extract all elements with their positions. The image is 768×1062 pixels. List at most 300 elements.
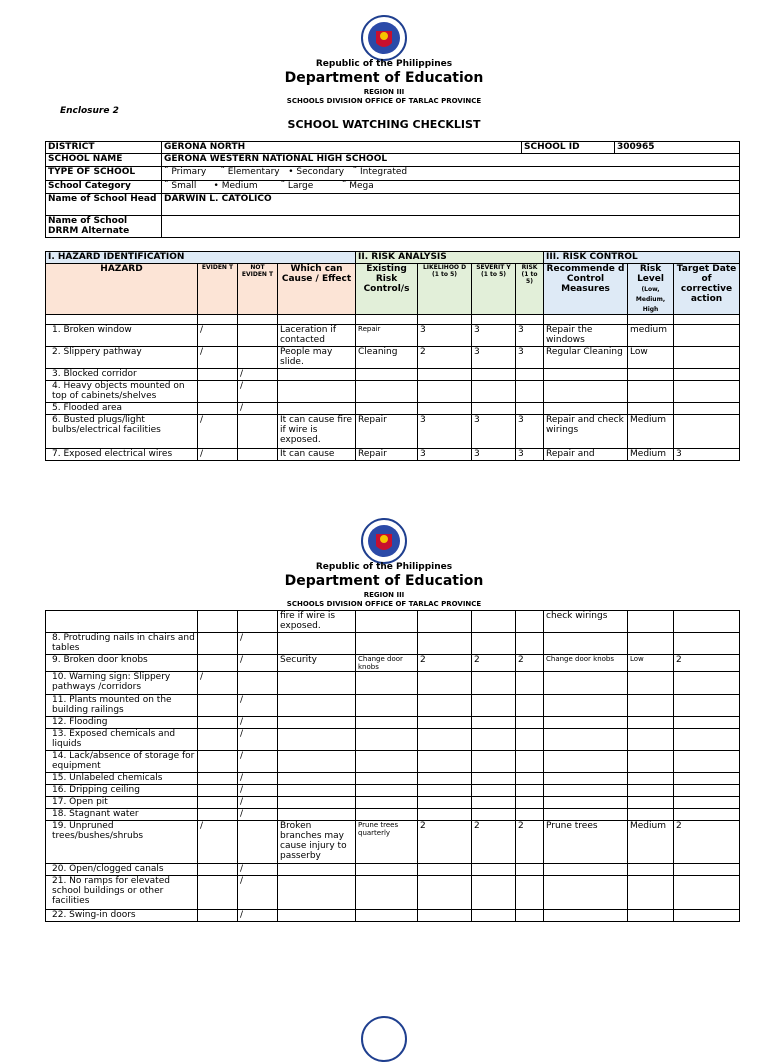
evident-cell: /: [198, 325, 238, 347]
table-row: [46, 864, 740, 876]
target-date-cell: 2: [674, 821, 740, 864]
region-label: REGION III: [363, 591, 405, 599]
table-row: [46, 449, 740, 461]
risk-level-cell: [628, 381, 674, 403]
severity-cell: [472, 369, 516, 381]
evident-cell: [198, 910, 238, 922]
table-row: [46, 325, 740, 347]
likelihood-cell: 3: [418, 325, 472, 347]
target-date-cell: [674, 633, 740, 655]
hazard-cell: 22. Swing-in doors: [46, 910, 198, 922]
existing-control-cell: [356, 876, 418, 910]
cause-effect-cell: [278, 717, 356, 729]
republic-label: Republic of the Philippines: [315, 562, 453, 572]
cause-effect-continued: fire if wire is exposed.: [278, 611, 356, 633]
existing-control-cell: Repair: [356, 325, 418, 347]
section-risk-control: III. RISK CONTROL: [544, 252, 740, 264]
existing-control-cell: [356, 910, 418, 922]
target-date-cell: [674, 672, 740, 695]
department-title: Department of Education: [284, 573, 484, 589]
school-id-label: SCHOOL ID: [522, 142, 615, 154]
hazard-table-page2: [45, 610, 740, 922]
col-severity: SEVERIT Y (1 to 5): [472, 264, 516, 315]
not-evident-cell: /: [238, 809, 278, 821]
deped-seal-icon: [361, 518, 407, 564]
target-date-cell: [674, 403, 740, 415]
not-evident-cell: /: [238, 864, 278, 876]
risk-level-cell: [628, 672, 674, 695]
recommended-measure-cell: [544, 369, 628, 381]
recommended-measure-cell: Repair the windows: [544, 325, 628, 347]
district-label: DISTRICT: [46, 142, 162, 154]
existing-control-cell: Change door knobs: [356, 655, 418, 672]
cause-effect-cell: It can cause fire if wire is exposed.: [278, 415, 356, 449]
col-not-evident: NOT EVIDEN T: [238, 264, 278, 315]
cause-effect-cell: [278, 910, 356, 922]
risk-cell: [516, 729, 544, 751]
recommended-continued: check wirings: [544, 611, 628, 633]
section-risk-analysis: II. RISK ANALYSIS: [356, 252, 544, 264]
table-row: [46, 729, 740, 751]
risk-level-cell: [628, 797, 674, 809]
target-date-cell: [674, 864, 740, 876]
col-risk-level: [628, 264, 674, 315]
severity-cell: 2: [472, 821, 516, 864]
school-category-label: School Category: [46, 181, 162, 194]
table-row: [46, 773, 740, 785]
likelihood-cell: [418, 876, 472, 910]
severity-cell: [472, 717, 516, 729]
likelihood-cell: 2: [418, 821, 472, 864]
risk-cell: [516, 751, 544, 773]
hazard-cell: 11. Plants mounted on the building railings: [46, 695, 198, 717]
table-row: [46, 655, 740, 672]
existing-control-cell: [356, 751, 418, 773]
deped-seal-icon: [361, 1016, 407, 1062]
hazard-cell: 19. Unpruned trees/bushes/shrubs: [46, 821, 198, 864]
not-evident-cell: /: [238, 633, 278, 655]
existing-control-cell: [356, 633, 418, 655]
not-evident-cell: [238, 325, 278, 347]
evident-cell: /: [198, 415, 238, 449]
table-row: [46, 910, 740, 922]
not-evident-cell: /: [238, 910, 278, 922]
hazard-cell: 13. Exposed chemicals and liquids: [46, 729, 198, 751]
not-evident-cell: /: [238, 655, 278, 672]
severity-cell: [472, 876, 516, 910]
severity-cell: 3: [472, 415, 516, 449]
school-type-options: ¨ Primary ¨ Elementary • Secondary ¨ Integrated: [162, 167, 740, 181]
risk-cell: [516, 773, 544, 785]
evident-cell: /: [198, 672, 238, 695]
likelihood-cell: 2: [418, 655, 472, 672]
evident-cell: [198, 403, 238, 415]
hazard-cell: 4. Heavy objects mounted on top of cabinets/shelves: [46, 381, 198, 403]
risk-cell: [516, 797, 544, 809]
severity-cell: [472, 773, 516, 785]
existing-control-cell: [356, 403, 418, 415]
risk-cell: [516, 809, 544, 821]
table-row: [46, 403, 740, 415]
risk-cell: [516, 785, 544, 797]
existing-control-cell: [356, 797, 418, 809]
recommended-measure-cell: [544, 729, 628, 751]
target-date-cell: [674, 751, 740, 773]
risk-cell: [516, 403, 544, 415]
recommended-measure-cell: [544, 403, 628, 415]
recommended-measure-cell: Change door knobs: [544, 655, 628, 672]
not-evident-cell: [238, 821, 278, 864]
target-date-cell: [674, 381, 740, 403]
cause-effect-cell: [278, 797, 356, 809]
target-date-cell: [674, 876, 740, 910]
col-hazard: HAZARD: [46, 264, 198, 315]
table-row: [46, 821, 740, 864]
severity-cell: [472, 785, 516, 797]
recommended-measure-cell: Prune trees: [544, 821, 628, 864]
cause-effect-cell: [278, 785, 356, 797]
target-date-cell: [674, 695, 740, 717]
risk-cell: 3: [516, 415, 544, 449]
table-row: [46, 717, 740, 729]
not-evident-cell: /: [238, 729, 278, 751]
likelihood-cell: [418, 729, 472, 751]
enclosure-label: Enclosure 2: [60, 106, 119, 116]
likelihood-cell: [418, 633, 472, 655]
cause-effect-cell: [278, 369, 356, 381]
evident-cell: [198, 785, 238, 797]
target-date-cell: 3: [674, 449, 740, 461]
existing-control-cell: [356, 864, 418, 876]
table-row: [46, 876, 740, 910]
hazard-cell: 16. Dripping ceiling: [46, 785, 198, 797]
division-label: SCHOOLS DIVISION OFFICE OF TARLAC PROVINCE: [286, 600, 482, 608]
recommended-measure-cell: [544, 672, 628, 695]
existing-control-cell: Cleaning: [356, 347, 418, 369]
hazard-cell: 5. Flooded area: [46, 403, 198, 415]
hazard-cell: 2. Slippery pathway: [46, 347, 198, 369]
likelihood-cell: [418, 751, 472, 773]
cause-effect-cell: [278, 729, 356, 751]
table-row: [46, 415, 740, 449]
evident-cell: [198, 655, 238, 672]
cause-effect-cell: People may slide.: [278, 347, 356, 369]
likelihood-cell: [418, 672, 472, 695]
evident-cell: [198, 633, 238, 655]
severity-cell: 3: [472, 347, 516, 369]
hazard-cell: 17. Open pit: [46, 797, 198, 809]
risk-level-cell: [628, 751, 674, 773]
severity-cell: [472, 633, 516, 655]
not-evident-cell: /: [238, 876, 278, 910]
table-row: [46, 369, 740, 381]
risk-cell: 3: [516, 449, 544, 461]
col-cause-effect: Which can Cause / Effect: [278, 264, 356, 315]
evident-cell: [198, 729, 238, 751]
existing-control-cell: [356, 729, 418, 751]
risk-level-cell: [628, 369, 674, 381]
not-evident-cell: [238, 449, 278, 461]
target-date-cell: [674, 729, 740, 751]
risk-cell: [516, 876, 544, 910]
not-evident-cell: [238, 672, 278, 695]
recommended-measure-cell: [544, 785, 628, 797]
school-name-label: SCHOOL NAME: [46, 154, 162, 167]
risk-cell: [516, 695, 544, 717]
existing-control-cell: [356, 809, 418, 821]
cause-effect-cell: [278, 633, 356, 655]
hazard-cell: 21. No ramps for elevated school buildings or other facilities: [46, 876, 198, 910]
risk-level-cell: [628, 785, 674, 797]
col-evident: EVIDEN T: [198, 264, 238, 315]
hazard-cell: 12. Flooding: [46, 717, 198, 729]
hazard-cell: 1. Broken window: [46, 325, 198, 347]
school-head-value: DARWIN L. CATOLICO: [162, 194, 740, 216]
risk-cell: [516, 369, 544, 381]
likelihood-cell: [418, 369, 472, 381]
risk-cell: [516, 717, 544, 729]
table-row: [46, 672, 740, 695]
cause-effect-cell: [278, 809, 356, 821]
target-date-cell: 2: [674, 655, 740, 672]
risk-level-cell: Medium: [628, 449, 674, 461]
target-date-cell: [674, 717, 740, 729]
likelihood-cell: [418, 381, 472, 403]
school-info-table: [45, 141, 740, 238]
drrm-alternate-label: Name of School DRRM Alternate: [46, 216, 162, 238]
risk-cell: [516, 864, 544, 876]
existing-control-cell: [356, 717, 418, 729]
form-title: SCHOOL WATCHING CHECKLIST: [287, 118, 481, 131]
table-row: [46, 381, 740, 403]
risk-cell: 2: [516, 821, 544, 864]
cause-effect-cell: [278, 864, 356, 876]
recommended-measure-cell: [544, 809, 628, 821]
existing-control-cell: [356, 369, 418, 381]
target-date-cell: [674, 785, 740, 797]
risk-cell: 2: [516, 655, 544, 672]
likelihood-cell: [418, 864, 472, 876]
department-title: Department of Education: [284, 70, 484, 86]
risk-level-cell: [628, 773, 674, 785]
section-hazard-identification: I. HAZARD IDENTIFICATION: [46, 252, 356, 264]
hazard-cell: 10. Warning sign: Slippery pathways /corridors: [46, 672, 198, 695]
recommended-measure-cell: [544, 876, 628, 910]
likelihood-cell: 3: [418, 415, 472, 449]
risk-level-cell: [628, 717, 674, 729]
likelihood-cell: 2: [418, 347, 472, 369]
risk-level-cell: [628, 910, 674, 922]
school-id-value: 300965: [615, 142, 740, 154]
evident-cell: [198, 864, 238, 876]
existing-control-cell: [356, 773, 418, 785]
recommended-measure-cell: Regular Cleaning: [544, 347, 628, 369]
district-value: GERONA NORTH: [162, 142, 522, 154]
severity-cell: [472, 381, 516, 403]
school-type-label: TYPE OF SCHOOL: [46, 167, 162, 181]
target-date-cell: [674, 347, 740, 369]
target-date-cell: [674, 369, 740, 381]
risk-level-title: Risk Level: [637, 264, 664, 284]
evident-cell: [198, 876, 238, 910]
risk-level-cell: [628, 864, 674, 876]
recommended-measure-cell: Repair and: [544, 449, 628, 461]
division-label: SCHOOLS DIVISION OFFICE OF TARLAC PROVINCE: [286, 97, 482, 105]
cause-effect-cell: [278, 672, 356, 695]
col-recommended-measures: Recommende d Control Measures: [544, 264, 628, 315]
severity-cell: [472, 672, 516, 695]
cause-effect-cell: [278, 773, 356, 785]
col-existing-controls: Existing Risk Control/s: [356, 264, 418, 315]
hazard-cell: 6. Busted plugs/light bulbs/electrical facilities: [46, 415, 198, 449]
recommended-measure-cell: [544, 773, 628, 785]
not-evident-cell: /: [238, 381, 278, 403]
hazard-cell: 3. Blocked corridor: [46, 369, 198, 381]
evident-cell: [198, 751, 238, 773]
hazard-cell: 18. Stagnant water: [46, 809, 198, 821]
not-evident-cell: /: [238, 751, 278, 773]
republic-label: Republic of the Philippines: [315, 59, 453, 69]
table-row: [46, 785, 740, 797]
col-likelihood: LIKELIHOO D (1 to 5): [418, 264, 472, 315]
target-date-cell: [674, 797, 740, 809]
drrm-alternate-value: [162, 216, 740, 238]
evident-cell: /: [198, 347, 238, 369]
likelihood-cell: [418, 797, 472, 809]
not-evident-cell: /: [238, 773, 278, 785]
cause-effect-cell: It can cause: [278, 449, 356, 461]
risk-level-cell: medium: [628, 325, 674, 347]
table-row: [46, 797, 740, 809]
risk-level-cell: [628, 876, 674, 910]
risk-cell: [516, 381, 544, 403]
recommended-measure-cell: Repair and check wirings: [544, 415, 628, 449]
risk-level-cell: Medium: [628, 415, 674, 449]
not-evident-cell: /: [238, 797, 278, 809]
severity-cell: [472, 797, 516, 809]
recommended-measure-cell: [544, 717, 628, 729]
risk-level-cell: [628, 809, 674, 821]
risk-level-subtitle: (Low, Medium, High: [635, 286, 666, 313]
risk-level-cell: Medium: [628, 821, 674, 864]
recommended-measure-cell: [544, 633, 628, 655]
school-name-value: GERONA WESTERN NATIONAL HIGH SCHOOL: [162, 154, 740, 167]
severity-cell: 2: [472, 655, 516, 672]
table-row: [46, 809, 740, 821]
severity-cell: [472, 864, 516, 876]
existing-control-cell: Repair: [356, 415, 418, 449]
risk-level-cell: [628, 403, 674, 415]
not-evident-cell: [238, 415, 278, 449]
existing-control-cell: [356, 672, 418, 695]
table-row: [46, 695, 740, 717]
not-evident-cell: /: [238, 717, 278, 729]
recommended-measure-cell: [544, 381, 628, 403]
hazard-cell: 7. Exposed electrical wires: [46, 449, 198, 461]
cause-effect-cell: Broken branches may cause injury to passerby: [278, 821, 356, 864]
evident-cell: [198, 797, 238, 809]
col-target-date: Target Date of corrective action: [674, 264, 740, 315]
col-risk: RISK (1 to 5): [516, 264, 544, 315]
risk-cell: 3: [516, 325, 544, 347]
likelihood-cell: 3: [418, 449, 472, 461]
likelihood-cell: [418, 403, 472, 415]
severity-cell: [472, 729, 516, 751]
severity-cell: [472, 910, 516, 922]
cause-effect-cell: [278, 403, 356, 415]
cause-effect-cell: Security: [278, 655, 356, 672]
risk-level-cell: [628, 633, 674, 655]
hazard-cell: 14. Lack/absence of storage for equipment: [46, 751, 198, 773]
not-evident-cell: /: [238, 403, 278, 415]
severity-cell: 3: [472, 325, 516, 347]
likelihood-cell: [418, 717, 472, 729]
table-row: [46, 633, 740, 655]
target-date-cell: [674, 773, 740, 785]
table-row: [46, 751, 740, 773]
cause-effect-cell: [278, 876, 356, 910]
school-head-label: Name of School Head: [46, 194, 162, 216]
evident-cell: [198, 381, 238, 403]
severity-cell: 3: [472, 449, 516, 461]
recommended-measure-cell: [544, 695, 628, 717]
risk-cell: [516, 633, 544, 655]
evident-cell: [198, 717, 238, 729]
risk-level-cell: Low: [628, 655, 674, 672]
target-date-cell: [674, 325, 740, 347]
region-label: REGION III: [363, 88, 405, 96]
existing-control-cell: Prune trees quarterly: [356, 821, 418, 864]
existing-control-cell: [356, 785, 418, 797]
severity-cell: [472, 809, 516, 821]
risk-level-cell: [628, 695, 674, 717]
not-evident-cell: /: [238, 785, 278, 797]
likelihood-cell: [418, 910, 472, 922]
not-evident-cell: [238, 347, 278, 369]
risk-cell: 3: [516, 347, 544, 369]
existing-control-cell: [356, 381, 418, 403]
severity-cell: [472, 403, 516, 415]
evident-cell: [198, 369, 238, 381]
not-evident-cell: /: [238, 369, 278, 381]
hazard-cell: 8. Protruding nails in chairs and tables: [46, 633, 198, 655]
hazard-cell: 15. Unlabeled chemicals: [46, 773, 198, 785]
likelihood-cell: [418, 785, 472, 797]
evident-cell: [198, 773, 238, 785]
existing-control-cell: [356, 695, 418, 717]
hazard-cell: 20. Open/clogged canals: [46, 864, 198, 876]
table-row: [46, 611, 740, 633]
severity-cell: [472, 695, 516, 717]
not-evident-cell: /: [238, 695, 278, 717]
hazard-table-page1: [45, 251, 740, 461]
target-date-cell: [674, 415, 740, 449]
risk-cell: [516, 910, 544, 922]
cause-effect-cell: Laceration if contacted: [278, 325, 356, 347]
recommended-measure-cell: [544, 910, 628, 922]
recommended-measure-cell: [544, 751, 628, 773]
recommended-measure-cell: [544, 864, 628, 876]
evident-cell: [198, 695, 238, 717]
existing-control-cell: Repair: [356, 449, 418, 461]
likelihood-cell: [418, 773, 472, 785]
evident-cell: /: [198, 449, 238, 461]
cause-effect-cell: [278, 695, 356, 717]
target-date-cell: [674, 910, 740, 922]
risk-level-cell: Low: [628, 347, 674, 369]
target-date-cell: [674, 809, 740, 821]
likelihood-cell: [418, 695, 472, 717]
